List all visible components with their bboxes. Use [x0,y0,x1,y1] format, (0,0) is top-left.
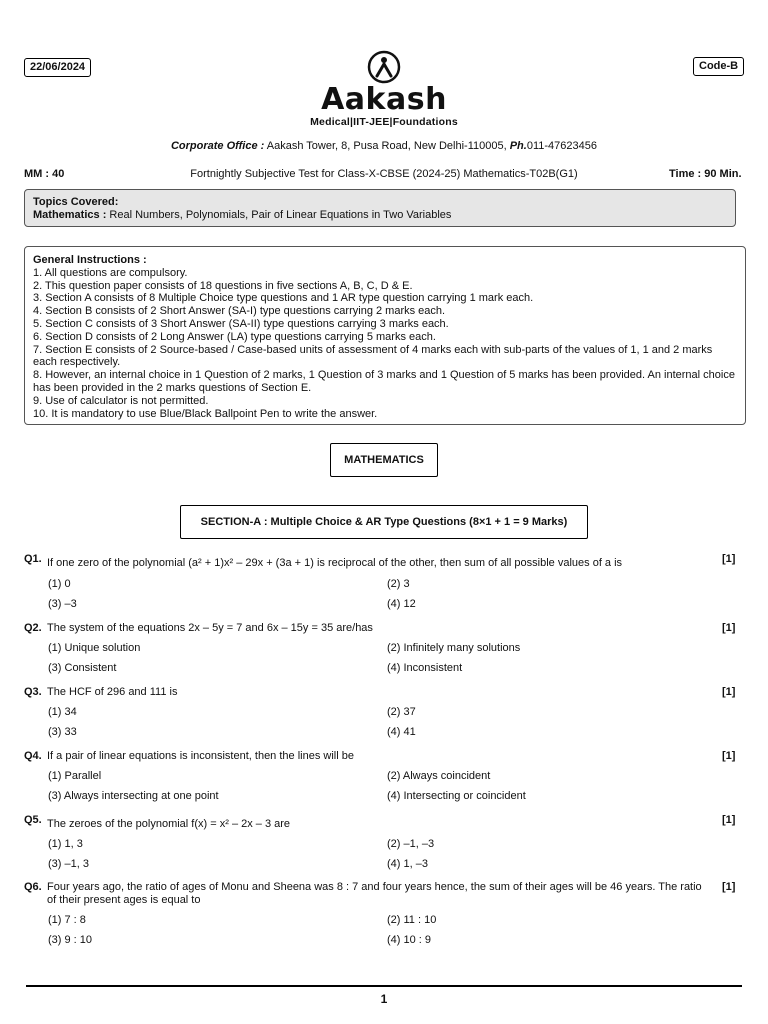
instruction-item: 9. Use of calculator is not permitted. [33,394,209,407]
question-number: Q5. [24,814,42,826]
topics-list: Real Numbers, Polynomials, Pair of Linear Equations in Two Variables [109,209,452,221]
question-text: The zeroes of the polynomial f(x) = x² – 2x – 3 are [47,818,291,830]
corporate-office [0,140,768,152]
option-1: (1) 1, 3 [48,838,83,850]
option-2: (2) Always coincident [387,770,491,782]
topics-label: Topics Covered: [33,196,119,208]
option-4: (4) Intersecting or coincident [387,790,526,802]
option-4: (4) Inconsistent [387,662,463,674]
corporate-address: Aakash Tower, 8, Pusa Road, New Delhi-110005, [266,140,507,152]
topics-line [33,209,727,222]
option-2: (2) 3 [387,578,410,590]
topics-subject: Mathematics : [33,209,107,221]
question-text: The HCF of 296 and 111 is [47,686,178,698]
corporate-label: Corporate Office : [170,140,265,152]
instruction-item: 3. Section A consists of 8 Multiple Choice type questions and 1 AR type question carrying 1 mark each. [33,292,534,305]
question-text: If one zero of the polynomial (a² + 1)x² – 29x + (3a + 1) is reciprocal of the other, then sum of all possible values of a is [47,557,623,569]
question-mark: [1] [722,814,736,826]
option-4: (4) 12 [387,598,416,610]
option-3: (3) Consistent [48,662,117,674]
question-text: If a pair of linear equations is inconsistent, then the lines will be [47,750,354,762]
phone-number: 011-47623456 [526,140,597,152]
question-number: Q3. [24,686,42,698]
question-mark: [1] [722,750,736,762]
option-1: (1) 7 : 8 [48,914,86,926]
test-title: Fortnightly Subjective Test for Class-X-CBSE (2024-25) Mathematics-T02B(G1) [190,168,578,180]
question-mark: [1] [722,553,736,565]
section-a-heading: SECTION-A : Multiple Choice & AR Type Questions (8×1 + 1 = 9 Marks) [180,505,588,539]
code-tag: Code-B [693,57,744,76]
question-number: Q2. [24,622,42,634]
option-1: (1) Parallel [48,770,102,782]
question-text: Four years ago, the ratio of ages of Monu and Sheena was 8 : 7 and four years hence, the sum of their ages will be 46 years. The ratio of their present ages is equal to [47,881,702,906]
question-number: Q4. [24,750,42,762]
instructions-title: General Instructions : [33,254,147,266]
option-3: (3) –1, 3 [48,858,89,870]
instruction-item: 5. Section C consists of 3 Short Answer (SA-II) type questions carrying 3 marks each. [33,317,449,330]
option-2: (2) 11 : 10 [387,914,437,926]
instruction-item: 8. However, an internal choice in 1 Question of 2 marks, 1 Question of 3 marks and 1 Question of 5 marks has been provided. An internal choice has been provided in the 2 marks questions of Section E. [33,369,735,394]
question-text: The system of the equations 2x – 5y = 7 and 6x – 15y = 35 are/has [47,622,373,634]
option-3: (3) –3 [48,598,77,610]
option-2: (2) 37 [387,706,416,718]
question-mark: [1] [722,622,736,634]
instruction-item: 1. All questions are compulsory. [33,266,188,279]
max-marks: MM : 40 [24,168,65,180]
instruction-item: 10. It is mandatory to use Blue/Black Ballpoint Pen to write the answer. [33,407,378,420]
question-number: Q1. [24,553,42,565]
option-4: (4) 10 : 9 [387,934,432,946]
question-number: Q6. [24,881,42,893]
logo-title: Aakash [321,82,447,117]
aakash-emblem-icon [367,50,401,84]
option-3: (3) 33 [48,726,77,738]
question-mark: [1] [722,686,736,698]
instruction-item: 4. Section B consists of 2 Short Answer (SA-I) type questions carrying 2 marks each. [33,305,446,318]
option-2: (2) Infinitely many solutions [387,642,521,654]
option-4: (4) 41 [387,726,416,738]
question-mark: [1] [722,881,736,893]
general-instructions [24,246,746,425]
instruction-item: 7. Section E consists of 2 Source-based / Case-based units of assessment of 4 marks each with sub-parts of the values of 1, 1 and 2 marks each respectively. [33,343,713,369]
aakash-logo [0,50,768,128]
option-1: (1) 0 [48,578,71,590]
option-3: (3) Always intersecting at one point [48,790,219,802]
footer-divider [26,985,742,987]
option-3: (3) 9 : 10 [48,934,93,946]
option-1: (1) 34 [48,706,77,718]
instruction-item: 2. This question paper consists of 18 questions in five sections A, B, C, D & E. [33,279,413,292]
option-2: (2) –1, –3 [387,838,435,850]
subject-heading: MATHEMATICS [330,443,438,477]
topics-box [24,189,736,227]
time-limit: Time : 90 Min. [669,168,742,180]
instruction-item: 6. Section D consists of 2 Long Answer (LA) type questions carrying 5 marks each. [33,330,436,343]
option-4: (4) 1, –3 [387,858,428,870]
option-1: (1) Unique solution [48,642,141,654]
phone-label: Ph. [509,140,527,152]
date-tag: 22/06/2024 [24,58,91,77]
page-number: 1 [380,992,388,1006]
logo-subtitle: Medical|IIT-JEE|Foundations [310,116,458,128]
